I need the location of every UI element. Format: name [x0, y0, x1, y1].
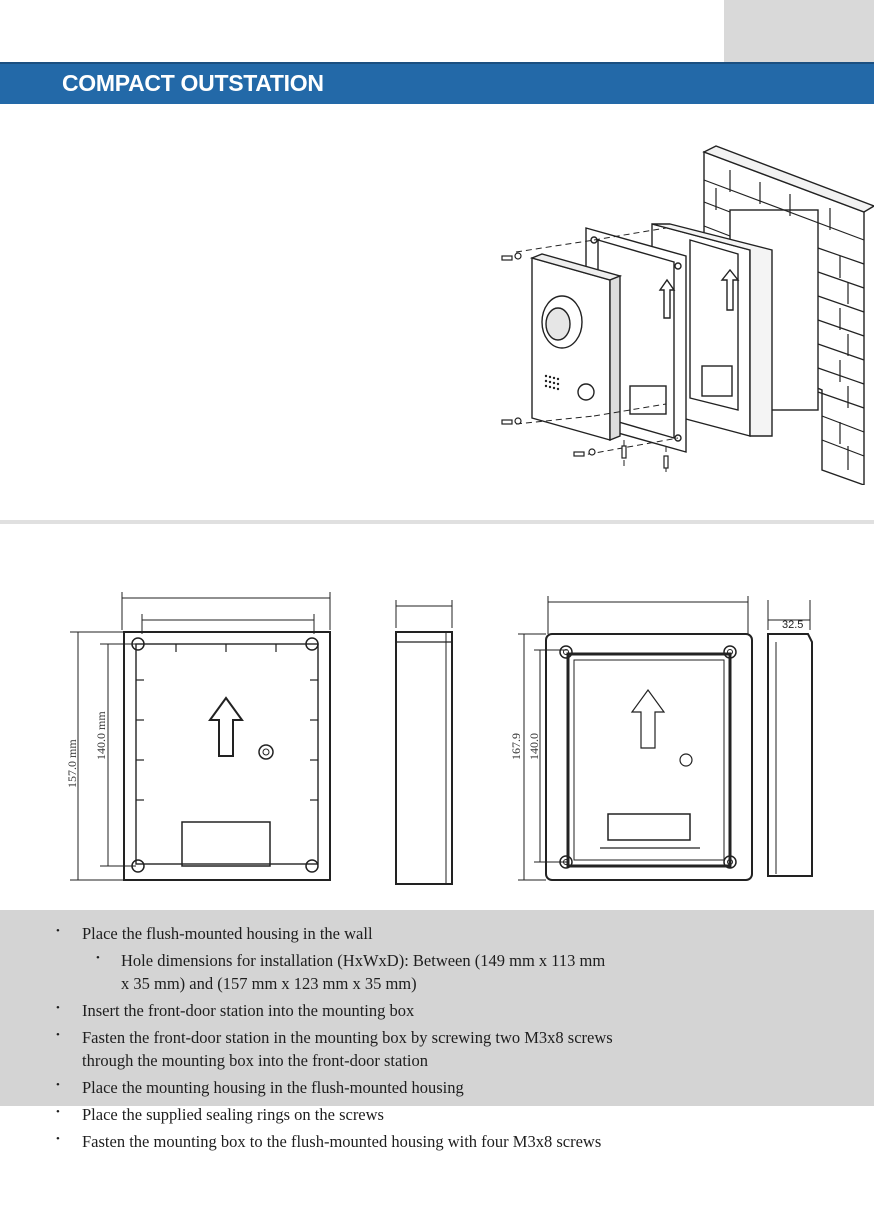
dimension-drawings: [0, 590, 874, 890]
front-inner-height-label: 140.0: [527, 733, 541, 760]
installation-illustration: [490, 140, 874, 485]
list-item: • Fasten the mounting box to the flush-mounted housing with four M3x8 screws: [0, 1130, 874, 1153]
list-item: • Fasten the front-door station in the mounting box by screwing two M3x8 screws through the mounting box into the front-door station: [0, 1026, 874, 1072]
instruction-list: [0, 922, 874, 1157]
list-item: • Insert the front-door station into the mounting box: [0, 999, 874, 1022]
station-front-drawing: [518, 596, 752, 880]
header-bar: [0, 62, 874, 104]
list-item: • Place the flush-mounted housing in the wall: [0, 922, 874, 945]
housing-side-drawing: [396, 600, 452, 884]
front-door-station: [532, 254, 620, 440]
box-height-label: 157.0 mm: [65, 739, 79, 788]
front-height-label: 167.9: [509, 733, 523, 760]
station-side-drawing: [768, 600, 812, 876]
list-item: • Place the mounting housing in the flush-mounted housing: [0, 1076, 874, 1099]
inner-height-label: 140.0 mm: [94, 711, 108, 760]
list-item: • Place the supplied sealing rings on the screws: [0, 1103, 874, 1126]
corner-tab: [724, 0, 874, 62]
list-item: • Hole dimensions for installation (HxWxD): Between (149 mm x 113 mm x 35 mm) and (157 mm x 123 mm x 35 mm): [0, 949, 874, 995]
depth-label: 32.5: [782, 619, 804, 631]
page-title: COMPACT OUTSTATION: [62, 70, 324, 96]
section-divider: [0, 520, 874, 524]
housing-front-drawing: [70, 592, 330, 880]
